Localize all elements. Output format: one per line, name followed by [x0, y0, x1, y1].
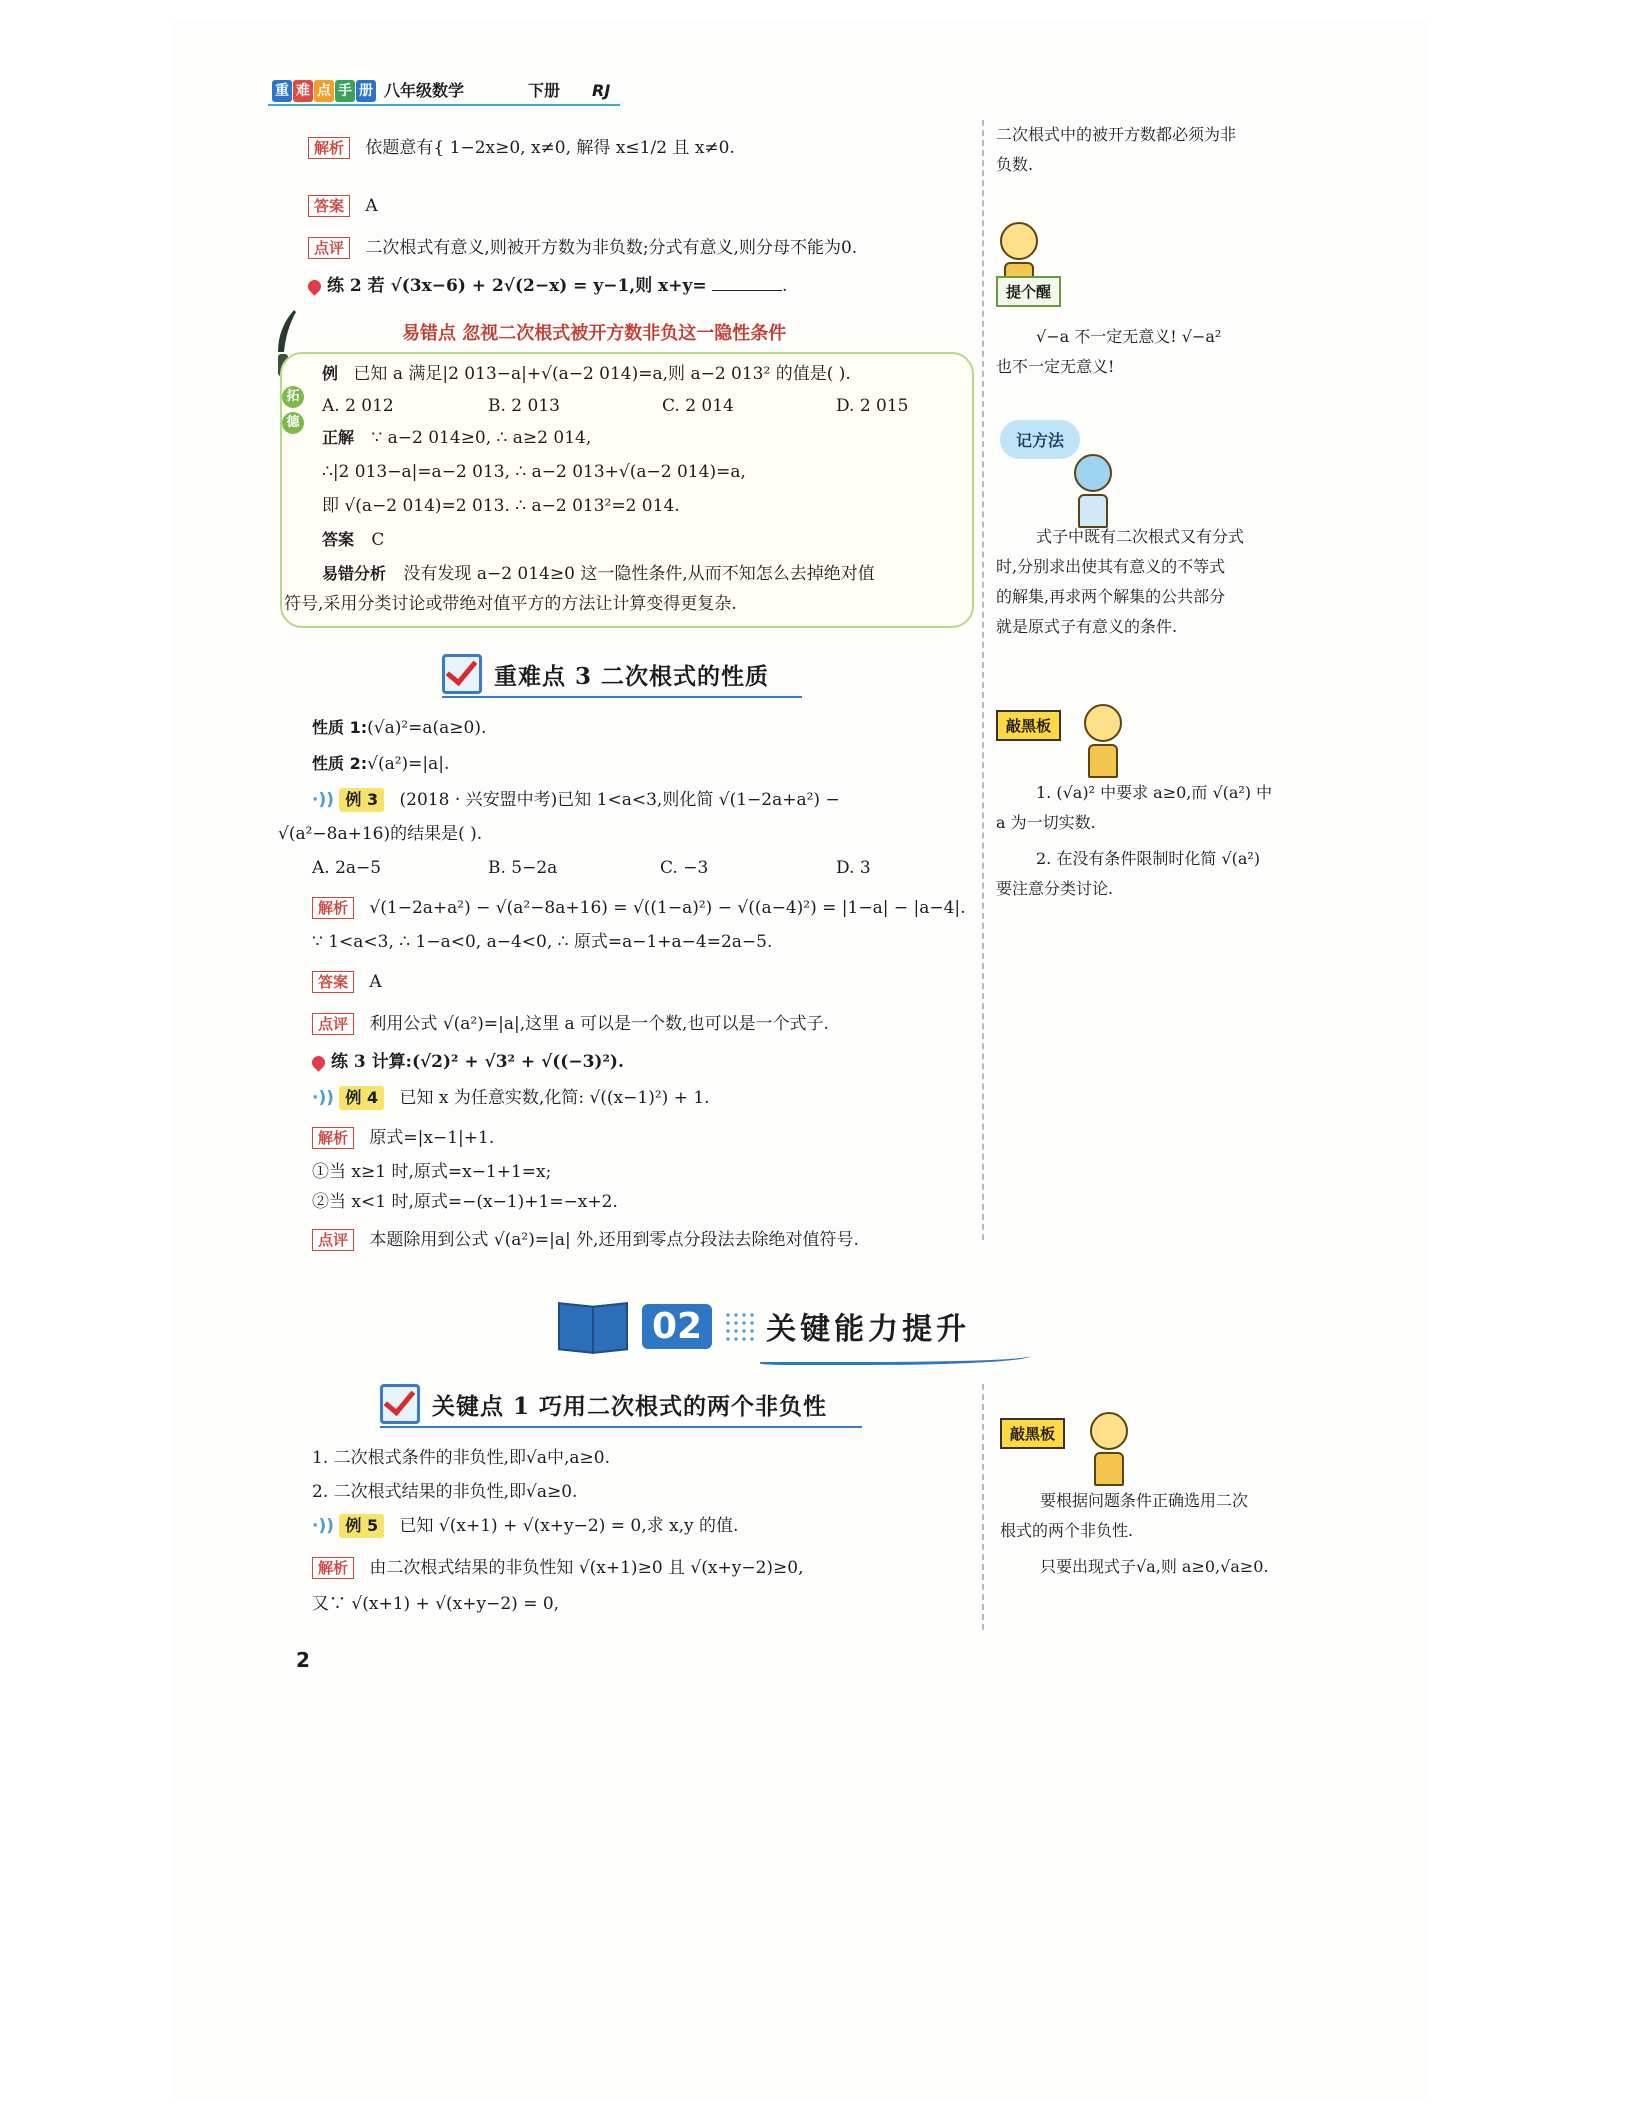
dots-icon: [724, 1311, 754, 1341]
ex5-analysis: [312, 1556, 804, 1580]
brand-char: 册: [356, 80, 376, 102]
ex3-analysis: [312, 896, 966, 920]
analysis-label: 解析: [308, 137, 350, 159]
pitfall-answer: [322, 528, 384, 552]
blackboard-tag: 敲黑板: [996, 710, 1061, 741]
answer-blank: [712, 290, 782, 291]
property-text: (√a)²=a(a≥0).: [367, 718, 487, 738]
answer-value: A: [365, 196, 378, 216]
property-label: 性质 1:: [312, 718, 368, 737]
example-5-text: 已知 √(x+1) + √(x+y−2) = 0,求 x,y 的值.: [399, 1516, 739, 1536]
pitfall-option-b: B. 2 013: [488, 396, 560, 416]
practice-2-text: 练 2 若 √(3x−6) + 2√(2−x) = y−1,则 x+y=: [327, 276, 707, 296]
practice-3: [312, 1050, 624, 1074]
example-5: [312, 1514, 738, 1538]
section-3-heading: [442, 654, 769, 694]
key-1-point-2: 2. 二次根式结果的非负性,即√a≥0.: [312, 1482, 578, 1502]
ex3-option-b: B. 5−2a: [488, 858, 558, 878]
analysis-row: [308, 136, 735, 160]
method-line-1: 式子中既有二次根式又有分式: [1036, 527, 1245, 546]
error-text: 没有发现 a−2 014≥0 这一隐性条件,从而不知怎么去掉绝对值: [403, 564, 875, 584]
example-3-label: 例 3: [339, 788, 384, 812]
pitfall-option-d: D. 2 015: [836, 396, 909, 416]
answer-value: C: [371, 530, 385, 550]
sound-icon: ·)): [312, 1516, 334, 1536]
ex5-analysis-2: 又∵ √(x+1) + √(x+y−2) = 0,: [312, 1594, 560, 1614]
analysis-label: 解析: [312, 897, 354, 919]
pitfall-example: [322, 362, 851, 386]
ex4-case-1: ①当 x≥1 时,原式=x−1+1=x;: [312, 1162, 552, 1182]
banner-title: 关键能力提升: [766, 1312, 971, 1347]
property-label: 性质 2:: [312, 754, 368, 773]
example-4: [312, 1086, 710, 1110]
pitfall-solution-1: [322, 426, 591, 450]
board-line-2: a 为一切实数.: [996, 813, 1096, 832]
comment-label: 点评: [312, 1229, 354, 1251]
brand-char: 重: [272, 80, 292, 102]
example-4-text: 已知 x 为任意实数,化简: √((x−1)²) + 1.: [399, 1088, 710, 1108]
method-line-2: 时,分别求出使其有意义的不等式: [996, 557, 1226, 576]
error-analysis-label: 易错分析: [322, 564, 387, 583]
comment-text: 本题除用到公式 √(a²)=|a| 外,还用到零点分段法去除绝对值符号.: [369, 1230, 859, 1250]
analysis-text: √(1−2a+a²) − √(a²−8a+16) = √((1−a)²) − √((a−4)²) = |1−a| − |a−4|.: [369, 898, 966, 918]
ex3-option-c: C. −3: [660, 858, 709, 878]
checkbox-icon: [380, 1384, 420, 1424]
board-line-1: 1. (√a)² 中要求 a≥0,而 √(a²) 中: [1036, 783, 1273, 802]
remind-tag: 提个醒: [996, 276, 1061, 307]
example-5-label: 例 5: [339, 1514, 384, 1538]
method-tag: 记方法: [1000, 420, 1080, 459]
pin-icon: [305, 277, 323, 295]
analysis-text: 原式=|x−1|+1.: [369, 1128, 495, 1148]
page-number: 2: [296, 1648, 310, 1672]
board2-line-1: 要根据问题条件正确选用二次: [1040, 1491, 1249, 1510]
sound-icon: ·)): [312, 1088, 334, 1108]
property-text: √(a²)=|a|.: [367, 754, 450, 774]
ex3-answer: [312, 970, 382, 994]
example-label: 例: [322, 364, 339, 383]
pin-icon: [309, 1053, 327, 1071]
answer-label: 答案: [308, 195, 350, 217]
remind-line-2: 也不一定无意义!: [996, 357, 1115, 376]
example-text: 已知 a 满足|2 013−a|+√(a−2 014)=a,则 a−2 013² 的值是( ).: [353, 364, 851, 384]
property-1: [312, 716, 486, 740]
solution-line: ∵ a−2 014≥0, ∴ a≥2 014,: [371, 428, 592, 448]
analysis-text: 依题意有{ 1−2x≥0, x≠0, 解得 x≤1/2 且 x≠0.: [365, 138, 735, 158]
section-banner: [556, 1300, 970, 1352]
answer-label: 答案: [322, 530, 355, 549]
ex4-comment: [312, 1228, 859, 1252]
cartoon-boy-icon: [1074, 454, 1112, 528]
comment-row: [308, 236, 857, 260]
banner-number: 02: [642, 1304, 712, 1349]
analysis-label: 解析: [312, 1557, 354, 1579]
ex3-option-a: A. 2a−5: [312, 858, 382, 878]
teacher-icon: [1084, 704, 1122, 778]
board-line-3: 2. 在没有条件限制时化简 √(a²): [1036, 849, 1261, 868]
header-divider: [268, 104, 620, 106]
brand-logo: [272, 80, 376, 102]
board2-line-2: 根式的两个非负性.: [1000, 1521, 1134, 1540]
side-char: 德: [282, 412, 304, 434]
answer-label: 答案: [312, 971, 354, 993]
pitfall-side-badges: [282, 386, 302, 434]
side-note-top-1: 二次根式中的被开方数都必须为非: [996, 125, 1237, 144]
section-3-underline: [442, 696, 802, 698]
example-3: [312, 788, 840, 812]
comment-label: 点评: [312, 1013, 354, 1035]
sound-icon: ·)): [312, 790, 334, 810]
blackboard-tag-2: 敲黑板: [1000, 1418, 1065, 1449]
example-4-label: 例 4: [339, 1086, 384, 1110]
pitfall-solution-2: ∴|2 013−a|=a−2 013, ∴ a−2 013+√(a−2 014)=a,: [322, 462, 746, 482]
brand-char: 点: [314, 80, 334, 102]
board-line-4: 要注意分类讨论.: [996, 879, 1114, 898]
ex4-case-2: ②当 x<1 时,原式=−(x−1)+1=−x+2.: [312, 1192, 618, 1212]
practice-3-text: 练 3 计算:(√2)² + √3² + √((−3)²).: [331, 1052, 624, 1072]
teacher-icon-2: [1090, 1412, 1128, 1486]
ex3-comment: [312, 1012, 829, 1036]
brand-char: 难: [293, 80, 313, 102]
key-1-heading: [380, 1384, 827, 1424]
analysis-text: 由二次根式结果的非负性知 √(x+1)≥0 且 √(x+y−2)≥0,: [369, 1558, 804, 1578]
key-1-title: 关键点 1 巧用二次根式的两个非负性: [432, 1392, 828, 1420]
header-volume: 下册: [528, 81, 561, 100]
remind-line-1: √−a 不一定无意义! √−a²: [1036, 327, 1222, 346]
header-subject: 八年级数学: [384, 81, 465, 100]
key-1-point-1: 1. 二次根式条件的非负性,即√a中,a≥0.: [312, 1448, 610, 1468]
pitfall-error-2: 符号,采用分类讨论或带绝对值平方的方法让计算变得更复杂.: [284, 594, 737, 614]
solution-label: 正解: [322, 428, 355, 447]
pitfall-solution-3: 即 √(a−2 014)=2 013. ∴ a−2 013²=2 014.: [322, 496, 680, 516]
checkbox-icon: [442, 654, 482, 694]
board2-line-3: 只要出现式子√a,则 a≥0,√a≥0.: [1040, 1557, 1269, 1576]
pitfall-option-a: A. 2 012: [322, 396, 394, 416]
answer-value: A: [369, 972, 382, 992]
example-3-text: (2018 · 兴安盟中考)已知 1<a<3,则化简 √(1−2a+a²) −: [399, 790, 840, 810]
practice-2-end: .: [782, 276, 788, 296]
analysis-label: 解析: [312, 1127, 354, 1149]
example-3-line2: √(a²−8a+16)的结果是( ).: [278, 824, 483, 844]
pitfall-option-c: C. 2 014: [662, 396, 734, 416]
answer-row: [308, 194, 378, 218]
header-edition: RJ: [592, 81, 611, 100]
pitfall-error-1: [322, 562, 875, 586]
brand-char: 手: [335, 80, 355, 102]
method-line-4: 就是原式子有意义的条件.: [996, 617, 1178, 636]
side-note-top-2: 负数.: [996, 155, 1034, 174]
comment-label: 点评: [308, 237, 350, 259]
sidebar-divider-2: [982, 1384, 984, 1630]
ex4-analysis: [312, 1126, 494, 1150]
practice-2: [308, 274, 787, 298]
sidebar-divider: [982, 120, 984, 1240]
method-line-3: 的解集,再求两个解集的公共部分: [996, 587, 1226, 606]
section-3-title: 重难点 3 二次根式的性质: [494, 662, 770, 690]
key-1-underline: [380, 1426, 862, 1428]
ex3-analysis-2: ∵ 1<a<3, ∴ 1−a<0, a−4<0, ∴ 原式=a−1+a−4=2a−5.: [312, 932, 773, 952]
open-book-icon: [556, 1300, 630, 1352]
comment-text: 二次根式有意义,则被开方数为非负数;分式有意义,则分母不能为0.: [365, 238, 858, 258]
comment-text: 利用公式 √(a²)=|a|,这里 a 可以是一个数,也可以是一个式子.: [369, 1014, 829, 1034]
side-char: 拓: [282, 386, 304, 408]
pitfall-title: 易错点 忽视二次根式被开方数非负这一隐性条件: [402, 323, 787, 344]
property-2: [312, 752, 449, 776]
ex3-option-d: D. 3: [836, 858, 871, 878]
